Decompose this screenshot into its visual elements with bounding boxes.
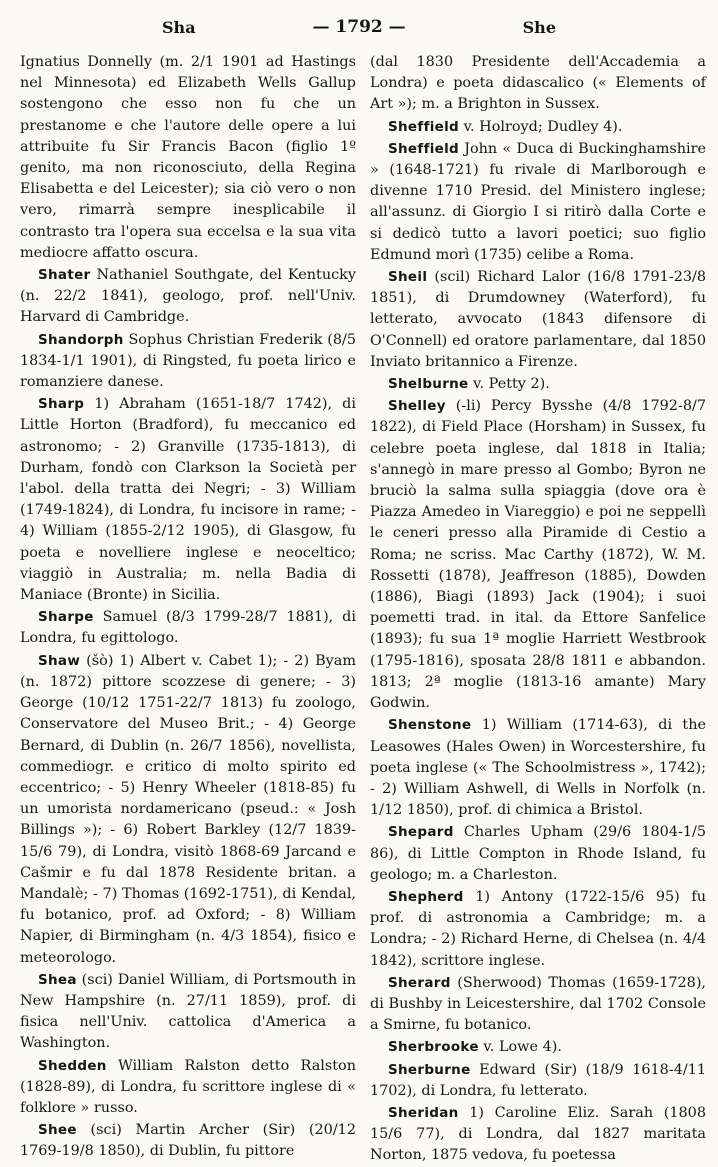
entry-text: 1) Caroline Eliz. Sarah (1808 15/6 77), di Londra, dal 1827 maritata Norton, 1875 vedova, fu poetessa — [370, 1104, 706, 1164]
entry-headword: Shaw — [38, 652, 81, 669]
entry-headword: Shenstone — [388, 717, 472, 734]
entry-headword: Shepard — [388, 824, 454, 841]
entry-headword: Sharp — [38, 396, 85, 413]
entry-headword: Sherbrooke — [388, 1039, 479, 1056]
entry-text: v. Petty 2). — [473, 376, 550, 393]
entry-text: (sci) Martin Archer (Sir) (20/12 1769-19/8 1850), di Dublin, fu pittore — [20, 1122, 356, 1160]
entry-text: 1) Abraham (1651-18/7 1742), di Little Horton (Bradford), fu meccanico ed astronomo; - 2) Granville (1735-1813), di Durham, fondò con Clarkson la Società per l'abol. della tratta dei Negri; - 3) William (1749-1824), di Londra, fu incisore in rame; - 4) William (1855-2/12 1905), di Glasgow, fu poeta e novelliere inglese e neoceltico; viaggiò in Australia; m. nella Badia di Maniace (Bronte) in Sicilia. — [20, 396, 356, 604]
entry-text: 1) William (1714-63), di the Leasowes (Hales Owen) in Worcestershire, fu poeta inglese (« The Schoolmistress », 1742); - 2) William Ashwell, di Wells in Norfolk (n. 1/12 1850), prof. di chimica a Bristol. — [370, 717, 706, 819]
entry-headword: Sharpe — [38, 609, 94, 626]
entry-text: (-li) Percy Bysshe (4/8 1792-8/7 1822), di Field Place (Horsham) in Sussex, fu celebre poeta inglese, dal 1818 in Italia; s'annegò in mare presso al Gombo; Byron ne bruciò la salma sulla spiaggia (dove ora è Piazza Amedeo in Viareggio) e poi ne seppellì le ceneri presso alla Piramide di Cestio a Roma; ne scriss. Mac Carthy (1872), W. M. Rossetti (1878), Jeaffreson (1885), Dowden (1886), Biagi (1893) Jack (1904); i suoi poemetti trad. in ital. da Ettore Sanfelice (1893); fu sua 1ª moglie Harriett Westbrook (1795-1816), sposata 28/8 1811 e abbandon. 1813; 2ª moglie (1813-16 amante) Mary Godwin. — [370, 398, 706, 712]
dictionary-entry — [370, 1060, 706, 1102]
page-header — [20, 14, 698, 40]
entry-headword: Sheridan — [388, 1104, 459, 1121]
dictionary-entry — [20, 330, 356, 394]
dictionary-entry — [370, 1037, 706, 1058]
entry-headword: Sheil — [388, 269, 428, 286]
entry-headword: Shepherd — [388, 888, 464, 905]
dictionary-entry — [20, 970, 356, 1055]
dictionary-entry — [20, 1120, 356, 1162]
dictionary-entry — [20, 651, 356, 969]
entry-text: John « Duca di Buckinghamshire » (1648-1721) fu rivale di Marlborough e divenne 1710 Presid. del Ministero inglese; all'assunz. di Giorgio I si ritirò dalla Corte e si dedicò tutto a lavori poetici; suo figlio Edmund morì (1735) celibe a Roma. — [370, 140, 706, 263]
entry-headword: Shandorph — [38, 331, 124, 348]
page-number: — 1792 — — [312, 17, 406, 37]
dictionary-entry — [370, 396, 706, 714]
right-column — [370, 52, 707, 1164]
entry-headword: Shelburne — [388, 376, 469, 393]
dictionary-entry — [370, 117, 706, 138]
entry-text: Ignatius Donnelly (m. 2/1 1901 ad Hastings nel Minnesota) ed Elizabeth Wells Gallup sostengono che esso non fu che un prestanome e che l'autore delle opere a lui attribuite fu Sir Francis Bacon (figlio 1º genito, ma non riconosciuto, della Regina Elisabetta e del Leicester); sia ciò vero o non vero, rimarrà sempre inesplicabile il contrasto tra l'opera sua eccelsa e la sua vita mediocre affatto oscura. — [20, 54, 356, 261]
dictionary-entry — [20, 607, 356, 649]
dictionary-entry — [370, 374, 706, 395]
entry-headword: Sheffield — [388, 118, 460, 135]
dictionary-entry — [20, 394, 356, 606]
dictionary-entry — [370, 139, 706, 266]
entry-text: (sci) Daniel William, di Portsmouth in New Hampshire (n. 27/11 1859), prof. di fisica nell'Univ. cattolica d'America a Washington. — [20, 971, 356, 1052]
dictionary-entry — [20, 265, 356, 329]
entry-continuation — [20, 52, 356, 264]
entry-headword: Sheffield — [388, 140, 460, 157]
entry-text: Nathaniel Southgate, del Kentucky (n. 22/2 1841), geologo, prof. nell'Univ. Harvard di Cambridge. — [20, 267, 356, 326]
entry-text: William Ralston detto Ralston (1828-89), di Londra, fu scrittore inglese di « folklore » russo. — [20, 1057, 356, 1116]
dictionary-entry — [370, 1103, 706, 1167]
entry-text: v. Lowe 4). — [483, 1039, 562, 1056]
entry-text: (dal 1830 Presidente dell'Accademia a Londra) e poeta didascalico (« Elements of Art »); m. a Brighton in Sussex. — [370, 54, 706, 113]
text-columns — [20, 52, 707, 1164]
entry-text: (šò) 1) Albert v. Cabet 1); - 2) Byam (n. 1872) pittore scozzese di genere; - 3) George (10/12 1751-22/7 1813) fu zoologo, Conservatore del Museo Brit.; - 4) George Bernard, di Dublin (n. 26/7 1856), novellista, commediogr. e critico di molto spirito ed eccentrico; - 5) Henry Wheeler (1818-85) fu un umorista nordamericano (pseud.: « Josh Billings »); - 6) Robert Barkley (12/7 1839-15/6 79), di Londra, visitò 1868-69 Jarcand e Cašmir e fu dal 1878 Residente britan. a Mandalè; - 7) Thomas (1692-1751), di Kendal, fu botanico, prof. ad Oxford; - 8) William Napier, di Birmingham (n. 4/3 1854), fisico e meteorologo. — [20, 652, 357, 966]
entry-headword: Sherburne — [388, 1061, 471, 1078]
entry-text: Sophus Christian Frederik (8/5 1834-1/1 1901), di Ringsted, fu poeta lirico e romanziere danese. — [20, 331, 357, 391]
entry-headword: Shater — [38, 267, 91, 284]
dictionary-entry — [370, 267, 706, 373]
entry-headword: Sherard — [388, 974, 451, 991]
entry-headword: Shedden — [38, 1057, 107, 1074]
entry-text: Samuel (8/3 1799-28/7 1881), di Londra, fu egittologo. — [20, 609, 356, 647]
entry-headword: Shea — [38, 971, 77, 988]
left-column — [20, 52, 357, 1160]
entry-headword: Shelley — [388, 398, 446, 415]
dictionary-entry — [370, 822, 706, 886]
dictionary-entry — [370, 973, 706, 1037]
entry-text: (Sherwood) Thomas (1659-1728), di Bushby in Leicestershire, dal 1702 Console a Smirne, fu botanico. — [370, 974, 707, 1034]
header-left-keyword: Sha — [162, 17, 196, 37]
entry-text: Charles Upham (29/6 1804-1/5 86), di Little Compton in Rhode Island, fu geologo; m. a Charleston. — [370, 824, 707, 883]
dictionary-entry — [370, 715, 706, 821]
dictionary-entry — [20, 1056, 356, 1120]
entry-text: v. Holroyd; Dudley 4). — [463, 118, 623, 135]
header-right-keyword: She — [522, 17, 556, 37]
entry-headword: Shee — [38, 1122, 77, 1139]
entry-text: Edward (Sir) (18/9 1618-4/11 1702), di Londra, fu letterato. — [370, 1061, 707, 1099]
entry-continuation — [370, 52, 706, 116]
dictionary-entry — [370, 887, 706, 972]
entry-text: 1) Antony (1722-15/6 95) fu prof. di astronomia a Cambridge; m. a Londra; - 2) Richard Herne, di Chelsea (n. 4/4 1842), scrittore inglese. — [370, 888, 706, 969]
entry-text: (scil) Richard Lalor (16/8 1791-23/8 1851), di Drumdowney (Waterford), fu letterato, avvocato (1843 difensore di O'Connell) ed oratore parlamentare, dal 1850 Inviato britannico a Firenze. — [370, 269, 707, 370]
